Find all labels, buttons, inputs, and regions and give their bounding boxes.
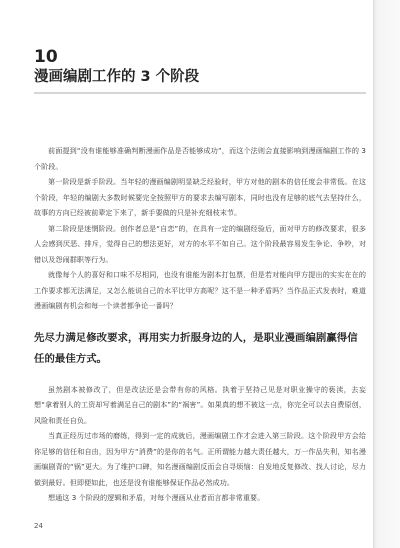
page-number: 24 — [34, 522, 43, 530]
paragraph: 第一阶段是新手阶段。当年轻的漫画编剧明显缺乏经验时，甲方对他的剧本的信任度会非常低。在这个阶段，年轻的编剧大多数时候要完全按照甲方的要求去编写剧本，同时也没有足够的底气去坚持什么，故事的方向已经被前辈定下来了，新手要做的只是补充细枝末节。 — [34, 177, 366, 217]
pull-quote: 先尽力满足修改要求，再用实力折服身边的人，是职业漫画编剧赢得信任的最佳方式。 — [34, 331, 358, 365]
paragraph: 第二阶段是迷惘阶段。创作者总是“自恋”的，在具有一定的编剧经验后，面对甲方的修改要求，很多人会感到厌恶、排斥，觉得自己的想法更好，对方的水平不如自己。这个阶段最容易发生争论、争吵，对错以及怨闹群职等行为。 — [34, 223, 366, 264]
paragraph: 就像每个人的喜好和口味不尽相同，也没有谁能为剧本打包票，但是若对能向甲方提出的实实在在的工作要求都无法满足，又怎么能说自己的水平比甲方高呢？这不是一种矛盾吗？当作品正式发表时，难道漫画编剧有机会和每一个读者都争论一番吗？ — [34, 270, 366, 310]
paragraph: 前面提到“没有谁能够准确判断漫画作品是否能够成功”，而这个法则会直接影响到漫画编剧工作的 3 个阶段。 — [34, 146, 366, 171]
page-edge — [373, 0, 400, 548]
chapter-number: 10 — [34, 47, 58, 67]
paragraph: 想通这 3 个阶段的逻辑和矛盾，对每个漫画从业者而言都非常重要。 — [48, 493, 265, 502]
paragraph: 虽然剧本被修改了，但是改法还是会带有你的风格。执着于坚持己见是对职业操守的亵渎，去妄想“拿着别人的工资却写着满足自己的剧本”的“祸害”。如果真的想不被这一点，你完全可以去自费原创，风险和责任自负。 — [34, 384, 366, 425]
chapter-title: 漫画编剧工作的 3 个阶段 — [34, 69, 200, 85]
chapter-header — [34, 48, 366, 94]
header-rule — [34, 92, 366, 94]
body-text — [34, 143, 366, 506]
paragraph: 当真正经历过市场的磨练，得到一定的成就后，漫画编剧工作才会进入第三阶段。这个阶段甲方会给你足够的信任和自由，因为甲方“消费”的是你的名气。正所谓能力越大责任越大，万一作品失利，知名漫画编剧背的“锅”更大。为了维护口碑，知名漫画编剧反而会自寻烦恼：自发地反复修改、找人讨论，尽力做到最好。但即便如此，也还是没有谁能够保证作品必然成功。 — [34, 431, 366, 487]
